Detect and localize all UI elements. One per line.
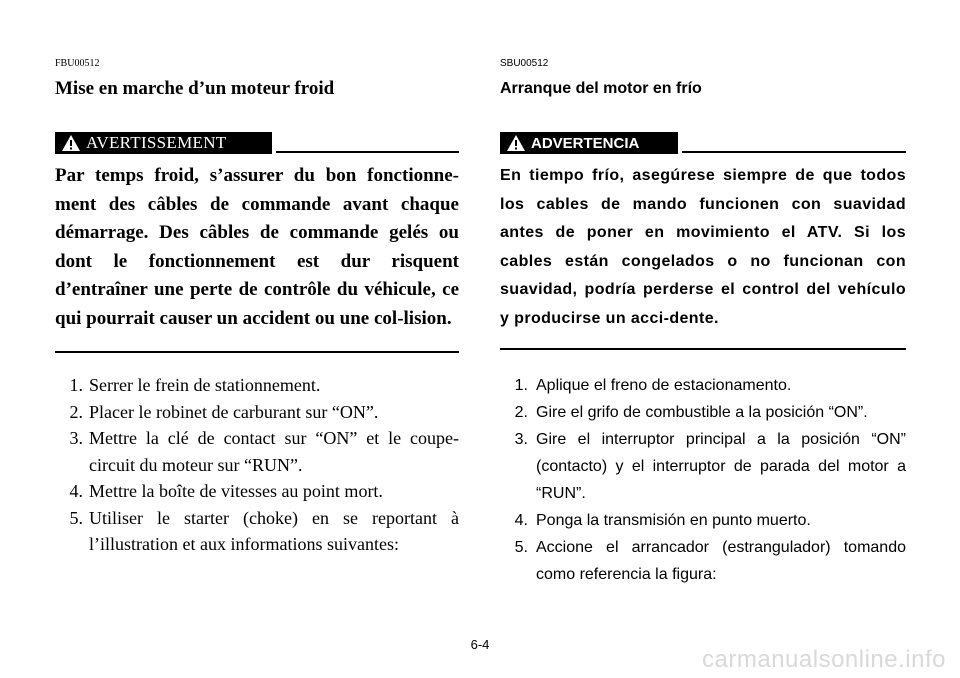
step-text: Serrer le frein de stationnement. [89, 375, 321, 395]
list-item [500, 507, 906, 534]
warning-header [55, 132, 459, 154]
step-number: 5. [514, 539, 528, 556]
warning-badge [500, 132, 678, 154]
section-heading: Arranque del motor en frío [500, 80, 702, 97]
step-number: 1. [69, 375, 83, 395]
section-code: FBU00512 [55, 58, 100, 69]
step-number: 4. [69, 481, 83, 501]
step-text: Gire el grifo de combustible a la posición “ON”. [536, 404, 868, 421]
steps-list [500, 372, 906, 588]
warning-label: AVERTISSEMENT [86, 133, 227, 152]
list-item [55, 372, 459, 399]
step-number: 4. [514, 512, 528, 529]
watermark: carmanualsonline.info [702, 646, 946, 673]
list-item [55, 399, 459, 426]
warning-header [500, 132, 906, 154]
section-code: SBU00512 [500, 58, 549, 69]
warning-text: En tiempo frío, asegúrese siempre de que todos los cables de mando funcionen con suavidad antes de poner en movimiento el ATV. Si los cables están congelados o no funcionan con suavidad, podría perderse el control del vehículo y producirse un acci-dente. [500, 167, 906, 327]
step-number: 3. [69, 428, 83, 448]
section-heading: Mise en marche d’un moteur froid [55, 78, 335, 99]
page-number: 6-4 [470, 637, 490, 652]
step-number: 1. [514, 377, 528, 394]
list-item [500, 426, 906, 507]
step-text: Ponga la transmisión en punto muerto. [536, 512, 811, 529]
list-item [500, 399, 906, 426]
list-item [55, 425, 459, 478]
warning-triangle-icon [61, 134, 81, 152]
steps-list [55, 372, 459, 558]
step-text: Aplique el freno de estacionamento. [536, 377, 792, 394]
list-item [500, 534, 906, 588]
warning-badge [55, 132, 272, 154]
warning-label: ADVERTENCIA [531, 134, 640, 152]
section-divider [55, 351, 459, 353]
list-item [55, 505, 459, 558]
step-number: 5. [69, 507, 83, 528]
step-text: Mettre la clé de contact sur “ON” et le coupe-circuit du moteur sur “RUN”. [89, 428, 459, 475]
warning-text: Par temps froid, s’assurer du bon fonctionne-ment des câbles de commande avant chaque démarrage. Des câbles de commande gelés ou dont le fonctionnement est dur risquent d’entraîner une perte de contrôle du véhicule, ce qui pourrait causer un accident ou une col-lision. [55, 165, 459, 329]
step-number: 2. [69, 401, 83, 422]
step-text: Gire el interruptor principal a la posición “ON” (contacto) y el interruptor de parada del motor a “RUN”. [536, 431, 906, 502]
step-number: 3. [514, 431, 528, 448]
section-divider [500, 348, 906, 350]
step-text: Mettre la boîte de vitesses au point mort. [89, 481, 383, 501]
step-number: 2. [514, 404, 528, 421]
warning-rule [276, 151, 459, 153]
step-text: Accione el arrancador (estrangulador) tomando como referencia la figura: [536, 539, 906, 583]
step-text: Placer le robinet de carburant sur “ON”. [89, 401, 379, 422]
list-item [55, 478, 459, 505]
step-text: Utiliser le starter (choke) en se reportant à l’illustration et aux informations suivantes: [89, 507, 459, 554]
warning-triangle-icon [506, 134, 526, 152]
list-item [500, 372, 906, 399]
warning-rule [682, 151, 906, 153]
